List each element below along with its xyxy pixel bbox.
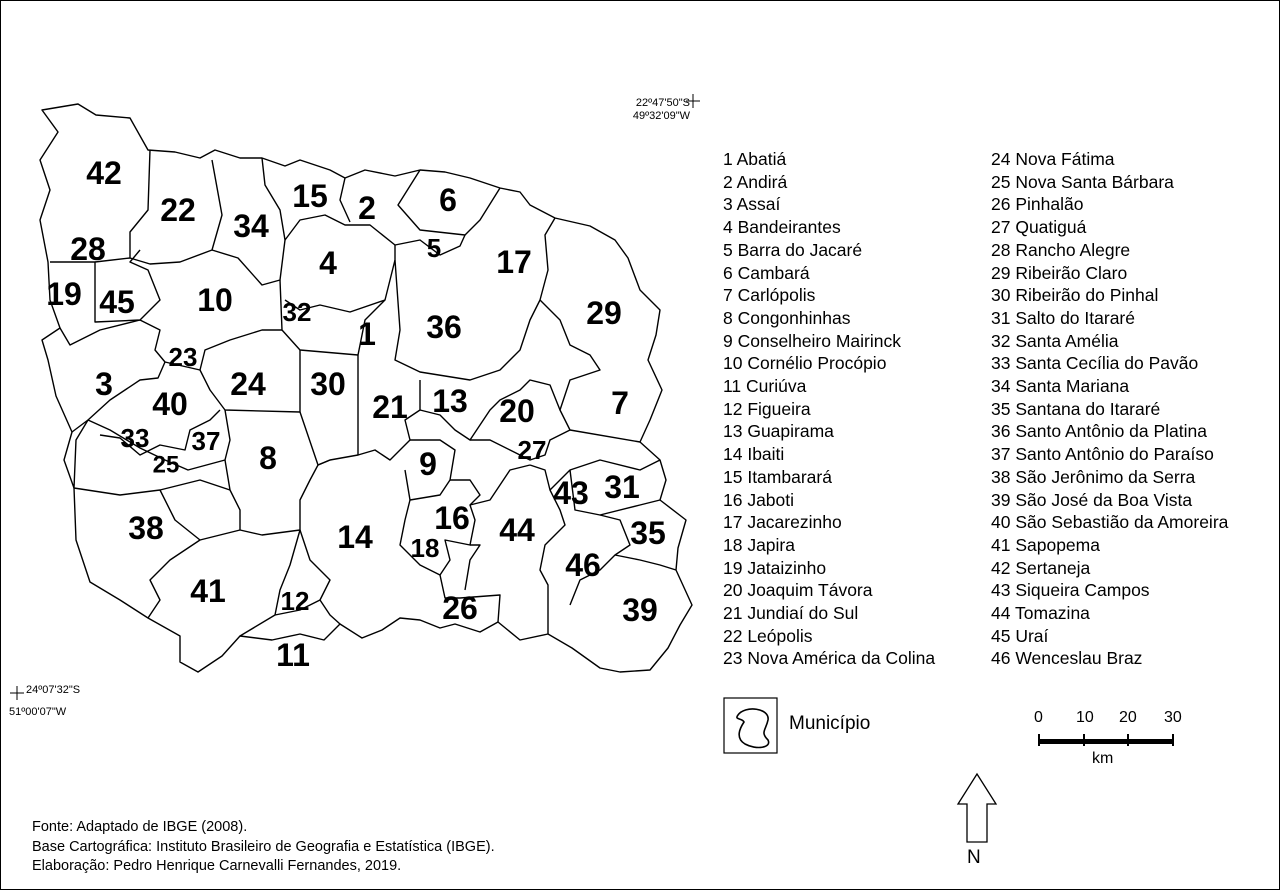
- boundary: [160, 490, 240, 540]
- map-label-38: 38: [128, 510, 164, 546]
- legend-item-13: 13 Guapirama: [723, 421, 834, 442]
- legend-item-29: 29 Ribeirão Claro: [991, 262, 1128, 283]
- map-label-11: 11: [276, 637, 310, 673]
- coord-northeast-lat: 22º47'50"S: [635, 97, 690, 109]
- legend-item-43: 43 Siqueira Campos: [991, 580, 1150, 601]
- legend-item-30: 30 Ribeirão do Pinhal: [991, 285, 1159, 306]
- legend-item-25: 25 Nova Santa Bárbara: [991, 171, 1174, 192]
- map-label-43: 43: [553, 475, 589, 511]
- map-label-8: 8: [259, 440, 277, 476]
- map-label-20: 20: [499, 393, 535, 429]
- legend-item-10: 10 Cornélio Procópio: [723, 353, 887, 374]
- map-label-13: 13: [432, 383, 468, 419]
- map-label-32: 32: [282, 297, 312, 327]
- coord-southwest-lat: 24º07'32"S: [26, 684, 81, 696]
- legend-item-32: 32 Santa Amélia: [991, 330, 1119, 351]
- scale-tick-10: 10: [1076, 709, 1094, 726]
- map-label-21: 21: [372, 389, 408, 425]
- legend-item-5: 5 Barra do Jacaré: [723, 239, 863, 260]
- map-label-46: 46: [565, 547, 601, 583]
- scale-unit: km: [1092, 750, 1114, 767]
- legend-item-12: 12 Figueira: [723, 398, 811, 419]
- legend-item-40: 40 São Sebastião da Amoreira: [991, 512, 1229, 533]
- legend-item-46: 46 Wenceslau Braz: [991, 648, 1143, 669]
- map-label-18: 18: [410, 533, 440, 563]
- map-label-44: 44: [499, 512, 535, 548]
- map-label-36: 36: [426, 309, 462, 345]
- map-label-42: 42: [86, 155, 122, 191]
- legend-item-19: 19 Jataizinho: [723, 557, 827, 578]
- map-label-45: 45: [99, 284, 135, 320]
- legend-item-22: 22 Leópolis: [723, 625, 813, 646]
- boundary: [60, 320, 140, 345]
- municipio-legend-swatch: [724, 698, 777, 753]
- scale-tick-30: 30: [1164, 709, 1182, 726]
- boundary: [615, 555, 676, 570]
- north-arrow-icon: [958, 774, 996, 842]
- legend-item-1: 1 Abatiá: [723, 149, 787, 169]
- boundary: [465, 545, 480, 590]
- map-label-39: 39: [622, 592, 658, 628]
- legend-item-35: 35 Santana do Itararé: [991, 398, 1161, 419]
- scale-tick-0: 0: [1034, 709, 1043, 726]
- legend-item-8: 8 Congonhinhas: [723, 307, 851, 328]
- map-label-2: 2: [358, 190, 376, 226]
- source-line: Fonte: Adaptado de IBGE (2008).: [32, 819, 248, 835]
- municipio-legend-label: Município: [789, 713, 871, 734]
- boundary: [470, 465, 530, 505]
- legend-item-16: 16 Jaboti: [723, 489, 795, 510]
- legend-item-23: 23 Nova América da Colina: [723, 648, 936, 669]
- scale-bar: [1039, 734, 1174, 746]
- map-label-12: 12: [280, 586, 310, 616]
- map-label-9: 9: [419, 446, 437, 482]
- map-label-4: 4: [319, 245, 337, 281]
- scale-tick-20: 20: [1119, 709, 1137, 726]
- legend-item-27: 27 Quatiguá: [991, 217, 1087, 238]
- map-label-15: 15: [292, 178, 328, 214]
- boundary: [340, 178, 350, 222]
- map-label-5: 5: [426, 233, 442, 263]
- legend-item-33: 33 Santa Cecília do Pavão: [991, 353, 1199, 374]
- coord-northeast: [622, 97, 690, 123]
- legend-column-1: [723, 148, 935, 670]
- legend-item-11: 11 Curiúva: [723, 376, 807, 397]
- map-label-3: 3: [95, 366, 113, 402]
- legend-item-36: 36 Santo Antônio da Platina: [991, 421, 1208, 442]
- map-label-29: 29: [586, 295, 622, 331]
- legend-item-45: 45 Uraí: [991, 625, 1049, 646]
- map-label-26: 26: [442, 590, 478, 626]
- map-label-7: 7: [611, 385, 629, 421]
- legend-item-7: 7 Carlópolis: [723, 285, 816, 306]
- legend-item-41: 41 Sapopema: [991, 534, 1100, 555]
- legend-item-44: 44 Tomazina: [991, 603, 1090, 624]
- map-label-17: 17: [496, 244, 532, 280]
- boundary: [240, 530, 300, 636]
- legend-item-24: 24 Nova Fátima: [991, 149, 1115, 169]
- coord-southwest-lon: 51º00'07"W: [9, 706, 67, 718]
- legend-column-2: [991, 148, 1228, 670]
- map-label-6: 6: [439, 182, 457, 218]
- map-label-19: 19: [46, 276, 82, 312]
- legend-item-20: 20 Joaquim Távora: [723, 580, 873, 601]
- map-label-33: 33: [120, 423, 150, 453]
- map-label-25: 25: [152, 451, 180, 479]
- boundary: [395, 218, 555, 380]
- legend-item-15: 15 Itambarará: [723, 466, 832, 487]
- map-label-35: 35: [630, 515, 666, 551]
- legend-item-3: 3 Assaí: [723, 194, 781, 215]
- legend-item-17: 17 Jacarezinho: [723, 512, 842, 533]
- map-label-22: 22: [160, 192, 196, 228]
- municipality-number-labels: [46, 155, 666, 673]
- legend-item-37: 37 Santo Antônio do Paraíso: [991, 444, 1214, 465]
- map-label-31: 31: [604, 469, 640, 505]
- map-label-16: 16: [434, 500, 470, 536]
- map-label-40: 40: [152, 386, 188, 422]
- legend-item-14: 14 Ibaiti: [723, 444, 785, 465]
- map-label-34: 34: [233, 208, 269, 244]
- map-label-1: 1: [358, 316, 376, 352]
- legend-item-26: 26 Pinhalão: [991, 194, 1084, 215]
- map-label-24: 24: [230, 366, 266, 402]
- source-line: Elaboração: Pedro Henrique Carnevalli Fernandes, 2019.: [32, 858, 402, 874]
- legend-item-39: 39 São José da Boa Vista: [991, 489, 1193, 510]
- coord-northeast-lon: 49º32'09"W: [632, 110, 690, 122]
- map-label-41: 41: [190, 573, 226, 609]
- legend-item-31: 31 Salto do Itararé: [991, 307, 1135, 328]
- legend-item-9: 9 Conselheiro Mairinck: [723, 330, 901, 351]
- boundary: [140, 320, 282, 370]
- legend-item-18: 18 Japira: [723, 534, 795, 555]
- legend-item-42: 42 Sertaneja: [991, 557, 1091, 578]
- legend-item-34: 34 Santa Mariana: [991, 376, 1130, 397]
- legend-item-6: 6 Cambará: [723, 262, 810, 283]
- map-label-37: 37: [191, 426, 221, 456]
- map-label-30: 30: [310, 366, 346, 402]
- map-label-27: 27: [517, 435, 547, 465]
- map-label-14: 14: [337, 519, 373, 555]
- legend-item-21: 21 Jundiaí do Sul: [723, 603, 859, 624]
- map-label-28: 28: [70, 231, 106, 267]
- north-label: N: [967, 847, 981, 868]
- legend-item-38: 38 São Jerônimo da Serra: [991, 466, 1196, 487]
- boundary: [72, 362, 165, 432]
- legend-item-28: 28 Rancho Alegre: [991, 239, 1131, 260]
- map-label-23: 23: [168, 342, 198, 372]
- legend-item-4: 4 Bandeirantes: [723, 217, 841, 238]
- source-line: Base Cartográfica: Instituto Brasileiro de Geografia e Estatística (IBGE).: [32, 838, 495, 855]
- map-label-10: 10: [197, 282, 233, 318]
- legend-item-2: 2 Andirá: [723, 171, 788, 192]
- sources-block: [32, 818, 495, 877]
